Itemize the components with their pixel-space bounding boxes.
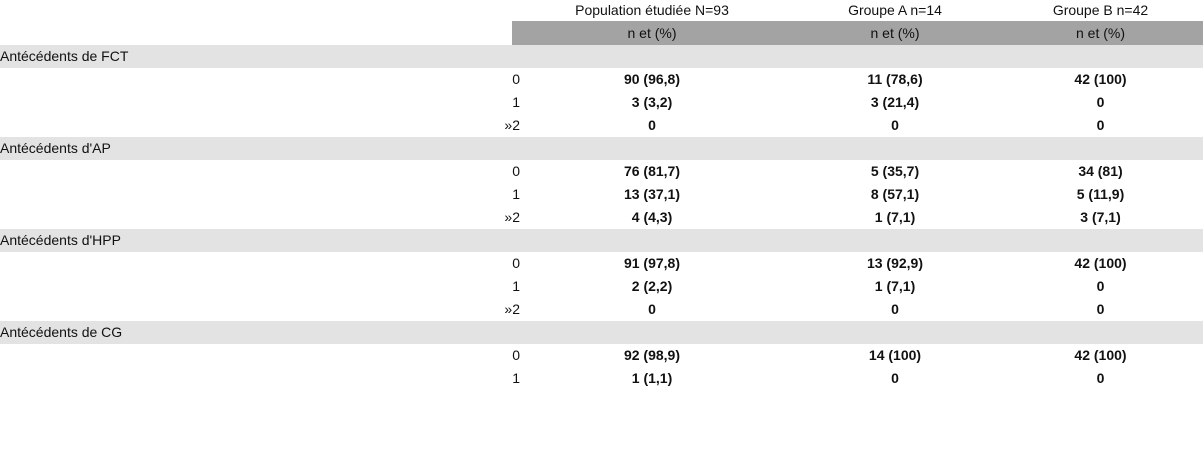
row-label: »2 xyxy=(504,209,520,225)
subheader-groupe-a: n et (%) xyxy=(870,25,920,41)
cell-groupe-b: 0 xyxy=(1096,370,1105,386)
cell-population: 0 xyxy=(648,117,656,133)
row-label: 0 xyxy=(512,255,520,271)
table-row xyxy=(0,160,1203,183)
section-title: Antécédents d'AP xyxy=(0,140,111,156)
cell-population: 92 (98,9) xyxy=(623,347,681,363)
cell-groupe-a: 1 (7,1) xyxy=(874,209,916,225)
header-population: Population étudiée N=93 xyxy=(575,2,729,18)
table-row xyxy=(0,367,1203,390)
table-row xyxy=(0,68,1203,91)
cell-groupe-a: 14 (100) xyxy=(868,347,922,363)
table-row xyxy=(0,252,1203,275)
cell-groupe-a: 5 (35,7) xyxy=(870,163,920,179)
table-header-row xyxy=(0,0,1203,21)
cell-population: 13 (37,1) xyxy=(623,186,681,202)
cell-population: 90 (96,8) xyxy=(623,71,681,87)
cell-groupe-a: 11 (78,6) xyxy=(867,71,923,87)
cell-groupe-a: 8 (57,1) xyxy=(870,186,920,202)
cell-groupe-b: 34 (81) xyxy=(1078,163,1123,179)
section-title: Antécédents d'HPP xyxy=(0,232,121,248)
cell-population: 3 (3,2) xyxy=(631,94,673,110)
cell-population: 4 (4,3) xyxy=(631,209,673,225)
section-header-row xyxy=(0,229,1203,252)
cell-groupe-a: 0 xyxy=(891,301,899,317)
header-groupe-a: Groupe A n=14 xyxy=(848,2,942,18)
cell-groupe-b: 42 (100) xyxy=(1074,347,1127,363)
row-label: 1 xyxy=(512,186,520,202)
row-label: 0 xyxy=(512,163,520,179)
row-label: 0 xyxy=(512,347,520,363)
cell-groupe-b: 0 xyxy=(1096,94,1105,110)
cell-groupe-a: 1 (7,1) xyxy=(874,278,916,294)
row-label: 0 xyxy=(512,71,520,87)
table-row xyxy=(0,298,1203,321)
row-label: 1 xyxy=(512,278,520,294)
table-body xyxy=(0,45,1203,390)
cell-groupe-b: 42 (100) xyxy=(1074,255,1127,271)
section-header-row xyxy=(0,137,1203,160)
cell-groupe-b: 3 (7,1) xyxy=(1080,209,1121,225)
row-label: »2 xyxy=(504,117,520,133)
header-groupe-b: Groupe B n=42 xyxy=(1052,2,1149,18)
cell-groupe-b: 0 xyxy=(1096,278,1105,294)
cell-groupe-b: 0 xyxy=(1096,117,1105,133)
table-row xyxy=(0,344,1203,367)
section-title: Antécédents de FCT xyxy=(0,48,129,64)
table-row xyxy=(0,275,1203,298)
subheader-groupe-b: n et (%) xyxy=(1075,25,1125,41)
section-header-row xyxy=(0,45,1203,68)
section-header-row xyxy=(0,321,1203,344)
cell-population: 76 (81,7) xyxy=(623,163,681,179)
cell-groupe-a: 0 xyxy=(891,370,899,386)
table-row xyxy=(0,91,1203,114)
cell-population: 91 (97,8) xyxy=(623,255,681,271)
table-subheader-row xyxy=(0,21,1203,45)
cell-population: 2 (2,2) xyxy=(631,278,673,294)
cell-groupe-a: 3 (21,4) xyxy=(870,94,920,110)
row-label: »2 xyxy=(504,301,520,317)
cell-population: 0 xyxy=(648,301,656,317)
row-label: 1 xyxy=(512,94,520,110)
row-label: 1 xyxy=(512,370,520,386)
cell-population: 1 (1,1) xyxy=(631,370,673,386)
table-row xyxy=(0,114,1203,137)
cell-groupe-a: 13 (92,9) xyxy=(866,255,924,271)
table-row xyxy=(0,183,1203,206)
cell-groupe-b: 42 (100) xyxy=(1074,71,1127,87)
cell-groupe-b: 0 xyxy=(1096,301,1105,317)
subheader-population: n et (%) xyxy=(627,25,677,41)
cell-groupe-a: 0 xyxy=(891,117,899,133)
cell-groupe-b: 5 (11,9) xyxy=(1076,186,1125,202)
section-title: Antécédents de CG xyxy=(0,324,123,340)
table-row xyxy=(0,206,1203,229)
